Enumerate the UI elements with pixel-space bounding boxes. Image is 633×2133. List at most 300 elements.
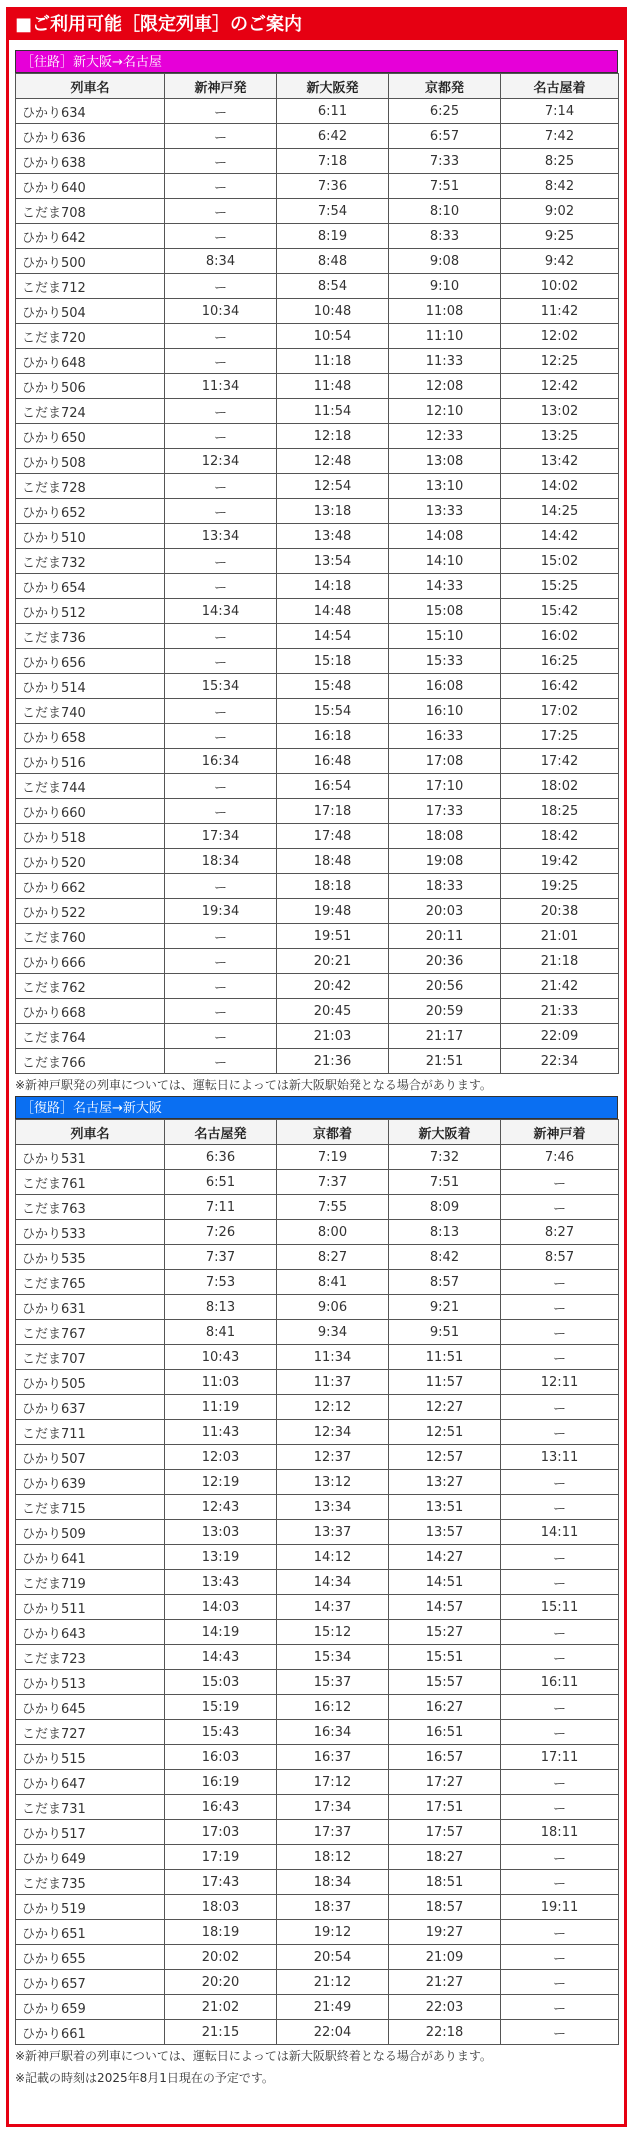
time-cell: 16:33	[389, 724, 501, 749]
train-name-cell: こだま735	[16, 1870, 165, 1895]
time-cell: ー	[165, 124, 277, 149]
time-cell: ー	[501, 1495, 619, 1520]
train-name-cell: ひかり639	[16, 1470, 165, 1495]
time-cell: 9:25	[501, 224, 619, 249]
time-cell: 11:51	[389, 1345, 501, 1370]
train-name-cell: こだま728	[16, 474, 165, 499]
time-cell: 12:27	[389, 1395, 501, 1420]
time-cell: 10:34	[165, 299, 277, 324]
time-cell: 9:08	[389, 249, 501, 274]
time-cell: 21:03	[277, 1024, 389, 1049]
column-header: 新神戸発	[165, 74, 277, 99]
time-cell: 22:03	[389, 1995, 501, 2020]
time-cell: ー	[501, 1870, 619, 1895]
time-cell: 8:54	[277, 274, 389, 299]
outbound-note: ※新神戸駅発の列車については、運転日によっては新大阪駅始発となる場合があります。	[15, 1078, 492, 1092]
time-cell: 15:02	[501, 549, 619, 574]
notice-frame	[6, 7, 627, 2127]
column-header: 新大阪発	[277, 74, 389, 99]
time-cell: ー	[165, 424, 277, 449]
train-name-cell: ひかり514	[16, 674, 165, 699]
train-name-cell: ひかり659	[16, 1995, 165, 2020]
train-name-cell: ひかり648	[16, 349, 165, 374]
time-cell: 17:03	[165, 1820, 277, 1845]
train-name-cell: ひかり662	[16, 874, 165, 899]
time-cell: 16:12	[277, 1695, 389, 1720]
time-cell: 9:51	[389, 1320, 501, 1345]
table-row	[16, 1295, 619, 1320]
time-cell: 7:33	[389, 149, 501, 174]
time-cell: 8:41	[277, 1270, 389, 1295]
train-name-cell: ひかり668	[16, 999, 165, 1024]
train-name-cell: ひかり506	[16, 374, 165, 399]
time-cell: 17:33	[389, 799, 501, 824]
time-cell: 15:51	[389, 1645, 501, 1670]
time-cell: 13:02	[501, 399, 619, 424]
column-header: 名古屋着	[501, 74, 619, 99]
time-cell: 15:34	[277, 1645, 389, 1670]
time-cell: 13:08	[389, 449, 501, 474]
time-cell: 15:33	[389, 649, 501, 674]
time-cell: ー	[165, 399, 277, 424]
time-cell: 13:37	[277, 1520, 389, 1545]
train-name-cell: ひかり505	[16, 1370, 165, 1395]
time-cell: 12:11	[501, 1370, 619, 1395]
table-row	[16, 1795, 619, 1820]
time-cell: 7:51	[389, 1170, 501, 1195]
return-timetable	[15, 1119, 619, 2045]
time-cell: 8:09	[389, 1195, 501, 1220]
time-cell: 13:54	[277, 549, 389, 574]
time-cell: 15:12	[277, 1620, 389, 1645]
train-name-cell: こだま767	[16, 1320, 165, 1345]
time-cell: 18:25	[501, 799, 619, 824]
time-cell: 22:18	[389, 2020, 501, 2045]
time-cell: ー	[501, 1345, 619, 1370]
time-cell: 14:10	[389, 549, 501, 574]
time-cell: 18:19	[165, 1920, 277, 1945]
table-row	[16, 899, 619, 924]
train-name-cell: ひかり647	[16, 1770, 165, 1795]
time-cell: ー	[165, 649, 277, 674]
table-row	[16, 649, 619, 674]
train-name-cell: ひかり519	[16, 1895, 165, 1920]
time-cell: 17:25	[501, 724, 619, 749]
time-cell: 16:18	[277, 724, 389, 749]
column-header: 列車名	[16, 1120, 165, 1145]
time-cell: 15:42	[501, 599, 619, 624]
time-cell: ー	[165, 949, 277, 974]
time-cell: 7:37	[277, 1170, 389, 1195]
time-cell: 6:25	[389, 99, 501, 124]
time-cell: 15:03	[165, 1670, 277, 1695]
train-name-cell: こだま711	[16, 1420, 165, 1445]
time-cell: 18:51	[389, 1870, 501, 1895]
time-cell: 21:09	[389, 1945, 501, 1970]
table-row	[16, 1670, 619, 1695]
table-row	[16, 174, 619, 199]
train-name-cell: ひかり513	[16, 1670, 165, 1695]
time-cell: 15:10	[389, 624, 501, 649]
time-cell: ー	[501, 1720, 619, 1745]
time-cell: 13:42	[501, 449, 619, 474]
time-cell: 17:43	[165, 1870, 277, 1895]
table-row	[16, 1024, 619, 1049]
outbound-timetable	[15, 73, 619, 1074]
column-header: 名古屋発	[165, 1120, 277, 1145]
time-cell: 6:51	[165, 1170, 277, 1195]
time-cell: 14:12	[277, 1545, 389, 1570]
table-row	[16, 1870, 619, 1895]
time-cell: 21:01	[501, 924, 619, 949]
train-name-cell: こだま764	[16, 1024, 165, 1049]
time-cell: 11:19	[165, 1395, 277, 1420]
train-name-cell: ひかり520	[16, 849, 165, 874]
time-cell: 12:08	[389, 374, 501, 399]
time-cell: 8:00	[277, 1220, 389, 1245]
column-header: 新神戸着	[501, 1120, 619, 1145]
time-cell: 7:42	[501, 124, 619, 149]
time-cell: ー	[501, 1545, 619, 1570]
time-cell: ー	[501, 1995, 619, 2020]
time-cell: 11:34	[277, 1345, 389, 1370]
train-name-cell: ひかり522	[16, 899, 165, 924]
time-cell: ー	[165, 499, 277, 524]
time-cell: 19:08	[389, 849, 501, 874]
time-cell: 9:10	[389, 274, 501, 299]
time-cell: 14:19	[165, 1620, 277, 1645]
time-cell: 18:11	[501, 1820, 619, 1845]
time-cell: 21:02	[165, 1995, 277, 2020]
train-name-cell: ひかり508	[16, 449, 165, 474]
time-cell: 18:34	[277, 1870, 389, 1895]
time-cell: 14:08	[389, 524, 501, 549]
time-cell: 11:43	[165, 1420, 277, 1445]
table-row	[16, 1520, 619, 1545]
time-cell: 18:37	[277, 1895, 389, 1920]
table-row	[16, 1945, 619, 1970]
table-row	[16, 1595, 619, 1620]
time-cell: 11:54	[277, 399, 389, 424]
time-cell: 11:48	[277, 374, 389, 399]
time-cell: 7:19	[277, 1145, 389, 1170]
time-cell: ー	[165, 349, 277, 374]
time-cell: 15:43	[165, 1720, 277, 1745]
time-cell: 17:48	[277, 824, 389, 849]
time-cell: 17:34	[277, 1795, 389, 1820]
time-cell: 20:45	[277, 999, 389, 1024]
table-row	[16, 699, 619, 724]
time-cell: 13:27	[389, 1470, 501, 1495]
time-cell: 8:33	[389, 224, 501, 249]
train-name-cell: ひかり666	[16, 949, 165, 974]
time-cell: 22:34	[501, 1049, 619, 1074]
train-name-cell: こだま761	[16, 1170, 165, 1195]
time-cell: 7:36	[277, 174, 389, 199]
time-cell: ー	[165, 924, 277, 949]
time-cell: 21:18	[501, 949, 619, 974]
train-name-cell: ひかり531	[16, 1145, 165, 1170]
page-title: ■ご利用可能［限定列車］のご案内	[9, 10, 624, 40]
time-cell: 14:33	[389, 574, 501, 599]
train-name-cell: ひかり658	[16, 724, 165, 749]
time-cell: ー	[165, 474, 277, 499]
time-cell: 7:55	[277, 1195, 389, 1220]
time-cell: 15:27	[389, 1620, 501, 1645]
time-cell: 7:32	[389, 1145, 501, 1170]
time-cell: 16:43	[165, 1795, 277, 1820]
time-cell: 20:03	[389, 899, 501, 924]
time-cell: 14:27	[389, 1545, 501, 1570]
time-cell: 15:25	[501, 574, 619, 599]
time-cell: 14:34	[277, 1570, 389, 1595]
time-cell: 20:21	[277, 949, 389, 974]
time-cell: ー	[501, 1945, 619, 1970]
table-row	[16, 774, 619, 799]
time-cell: 15:19	[165, 1695, 277, 1720]
table-row	[16, 474, 619, 499]
date-note: ※記載の時刻は2025年8月1日現在の予定です。	[15, 2071, 274, 2085]
time-cell: 13:51	[389, 1495, 501, 1520]
time-cell: ー	[165, 699, 277, 724]
train-name-cell: こだま724	[16, 399, 165, 424]
return-heading: ［復路］名古屋→新大阪	[15, 1096, 618, 1119]
time-cell: ー	[501, 2020, 619, 2045]
train-name-cell: ひかり649	[16, 1845, 165, 1870]
train-name-cell: こだま707	[16, 1345, 165, 1370]
train-name-cell: ひかり533	[16, 1220, 165, 1245]
time-cell: 14:51	[389, 1570, 501, 1595]
time-cell: ー	[501, 1695, 619, 1720]
time-cell: 18:12	[277, 1845, 389, 1870]
time-cell: 15:37	[277, 1670, 389, 1695]
time-cell: ー	[501, 1845, 619, 1870]
time-cell: 8:10	[389, 199, 501, 224]
time-cell: 18:08	[389, 824, 501, 849]
time-cell: 14:03	[165, 1595, 277, 1620]
table-row	[16, 549, 619, 574]
time-cell: 6:36	[165, 1145, 277, 1170]
time-cell: 19:25	[501, 874, 619, 899]
time-cell: ー	[165, 1024, 277, 1049]
train-name-cell: こだま744	[16, 774, 165, 799]
table-row	[16, 1995, 619, 2020]
table-row	[16, 499, 619, 524]
train-name-cell: こだま762	[16, 974, 165, 999]
train-name-cell: ひかり641	[16, 1545, 165, 1570]
time-cell: 7:53	[165, 1270, 277, 1295]
time-cell: ー	[165, 624, 277, 649]
time-cell: 21:12	[277, 1970, 389, 1995]
time-cell: 20:42	[277, 974, 389, 999]
train-name-cell: ひかり657	[16, 1970, 165, 1995]
train-name-cell: ひかり640	[16, 174, 165, 199]
train-name-cell: こだま715	[16, 1495, 165, 1520]
time-cell: 19:12	[277, 1920, 389, 1945]
train-name-cell: ひかり636	[16, 124, 165, 149]
time-cell: ー	[165, 774, 277, 799]
table-row	[16, 1970, 619, 1995]
table-row	[16, 624, 619, 649]
time-cell: 20:02	[165, 1945, 277, 1970]
time-cell: 18:02	[501, 774, 619, 799]
table-row	[16, 274, 619, 299]
time-cell: 12:19	[165, 1470, 277, 1495]
train-name-cell: ひかり637	[16, 1395, 165, 1420]
time-cell: ー	[501, 1420, 619, 1445]
table-row	[16, 849, 619, 874]
time-cell: 11:33	[389, 349, 501, 374]
time-cell: 17:42	[501, 749, 619, 774]
time-cell: 12:37	[277, 1445, 389, 1470]
table-row	[16, 224, 619, 249]
time-cell: 21:36	[277, 1049, 389, 1074]
time-cell: 16:51	[389, 1720, 501, 1745]
time-cell: 19:51	[277, 924, 389, 949]
time-cell: 7:46	[501, 1145, 619, 1170]
train-name-cell: こだま765	[16, 1270, 165, 1295]
time-cell: 15:34	[165, 674, 277, 699]
train-name-cell: ひかり654	[16, 574, 165, 599]
table-header-row	[16, 74, 619, 99]
train-name-cell: こだま736	[16, 624, 165, 649]
time-cell: ー	[501, 1295, 619, 1320]
time-cell: 17:27	[389, 1770, 501, 1795]
time-cell: 15:11	[501, 1595, 619, 1620]
train-name-cell: ひかり661	[16, 2020, 165, 2045]
time-cell: ー	[165, 1049, 277, 1074]
train-name-cell: ひかり518	[16, 824, 165, 849]
train-name-cell: こだま731	[16, 1795, 165, 1820]
time-cell: 14:37	[277, 1595, 389, 1620]
table-row	[16, 1145, 619, 1170]
train-name-cell: ひかり656	[16, 649, 165, 674]
time-cell: 17:02	[501, 699, 619, 724]
time-cell: 20:11	[389, 924, 501, 949]
time-cell: 8:57	[501, 1245, 619, 1270]
time-cell: 18:27	[389, 1845, 501, 1870]
time-cell: 13:57	[389, 1520, 501, 1545]
time-cell: ー	[501, 1570, 619, 1595]
time-cell: 17:51	[389, 1795, 501, 1820]
time-cell: 6:11	[277, 99, 389, 124]
table-row	[16, 349, 619, 374]
time-cell: 13:34	[277, 1495, 389, 1520]
train-name-cell: こだま719	[16, 1570, 165, 1595]
table-row	[16, 1895, 619, 1920]
time-cell: 8:41	[165, 1320, 277, 1345]
outbound-heading: ［往路］新大阪→名古屋	[15, 50, 618, 73]
time-cell: 12:57	[389, 1445, 501, 1470]
train-name-cell: こだま712	[16, 274, 165, 299]
time-cell: ー	[165, 99, 277, 124]
time-cell: 13:33	[389, 499, 501, 524]
time-cell: ー	[501, 1195, 619, 1220]
time-cell: 16:57	[389, 1745, 501, 1770]
time-cell: 17:12	[277, 1770, 389, 1795]
time-cell: ー	[501, 1770, 619, 1795]
time-cell: ー	[501, 1645, 619, 1670]
time-cell: 16:37	[277, 1745, 389, 1770]
time-cell: 20:20	[165, 1970, 277, 1995]
time-cell: 8:42	[389, 1245, 501, 1270]
train-name-cell: ひかり645	[16, 1695, 165, 1720]
time-cell: 16:03	[165, 1745, 277, 1770]
time-cell: 17:57	[389, 1820, 501, 1845]
time-cell: 7:51	[389, 174, 501, 199]
time-cell: 14:54	[277, 624, 389, 649]
time-cell: 13:34	[165, 524, 277, 549]
time-cell: 12:42	[501, 374, 619, 399]
time-cell: 22:04	[277, 2020, 389, 2045]
time-cell: 9:21	[389, 1295, 501, 1320]
train-name-cell: ひかり504	[16, 299, 165, 324]
table-row	[16, 999, 619, 1024]
time-cell: ー	[501, 1395, 619, 1420]
table-row	[16, 324, 619, 349]
table-row	[16, 149, 619, 174]
time-cell: 14:25	[501, 499, 619, 524]
time-cell: 16:10	[389, 699, 501, 724]
time-cell: 17:11	[501, 1745, 619, 1770]
time-cell: 18:42	[501, 824, 619, 849]
time-cell: ー	[501, 1620, 619, 1645]
time-cell: 16:48	[277, 749, 389, 774]
time-cell: 17:18	[277, 799, 389, 824]
table-row	[16, 1345, 619, 1370]
time-cell: 8:34	[165, 249, 277, 274]
time-cell: 18:57	[389, 1895, 501, 1920]
train-name-cell: ひかり500	[16, 249, 165, 274]
table-row	[16, 1049, 619, 1074]
time-cell: 6:42	[277, 124, 389, 149]
time-cell: 17:37	[277, 1820, 389, 1845]
table-row	[16, 949, 619, 974]
time-cell: 19:48	[277, 899, 389, 924]
time-cell: 9:06	[277, 1295, 389, 1320]
time-cell: 21:42	[501, 974, 619, 999]
table-row	[16, 1420, 619, 1445]
time-cell: 13:11	[501, 1445, 619, 1470]
time-cell: 11:42	[501, 299, 619, 324]
time-cell: 11:37	[277, 1370, 389, 1395]
time-cell: ー	[165, 199, 277, 224]
time-cell: 6:57	[389, 124, 501, 149]
time-cell: ー	[165, 999, 277, 1024]
table-row	[16, 974, 619, 999]
table-row	[16, 199, 619, 224]
table-row	[16, 1570, 619, 1595]
time-cell: ー	[165, 174, 277, 199]
return-note: ※新神戸駅着の列車については、運転日によっては新大阪駅終着となる場合があります。	[15, 2049, 492, 2063]
train-name-cell: こだま760	[16, 924, 165, 949]
table-row	[16, 924, 619, 949]
time-cell: 18:03	[165, 1895, 277, 1920]
time-cell: 18:18	[277, 874, 389, 899]
time-cell: 15:48	[277, 674, 389, 699]
time-cell: ー	[501, 1170, 619, 1195]
train-name-cell: ひかり642	[16, 224, 165, 249]
time-cell: 19:34	[165, 899, 277, 924]
time-cell: 21:51	[389, 1049, 501, 1074]
time-cell: 10:48	[277, 299, 389, 324]
time-cell: 18:33	[389, 874, 501, 899]
table-row	[16, 599, 619, 624]
train-name-cell: こだま766	[16, 1049, 165, 1074]
time-cell: 10:02	[501, 274, 619, 299]
return-table-body	[16, 1145, 619, 2045]
time-cell: 16:54	[277, 774, 389, 799]
